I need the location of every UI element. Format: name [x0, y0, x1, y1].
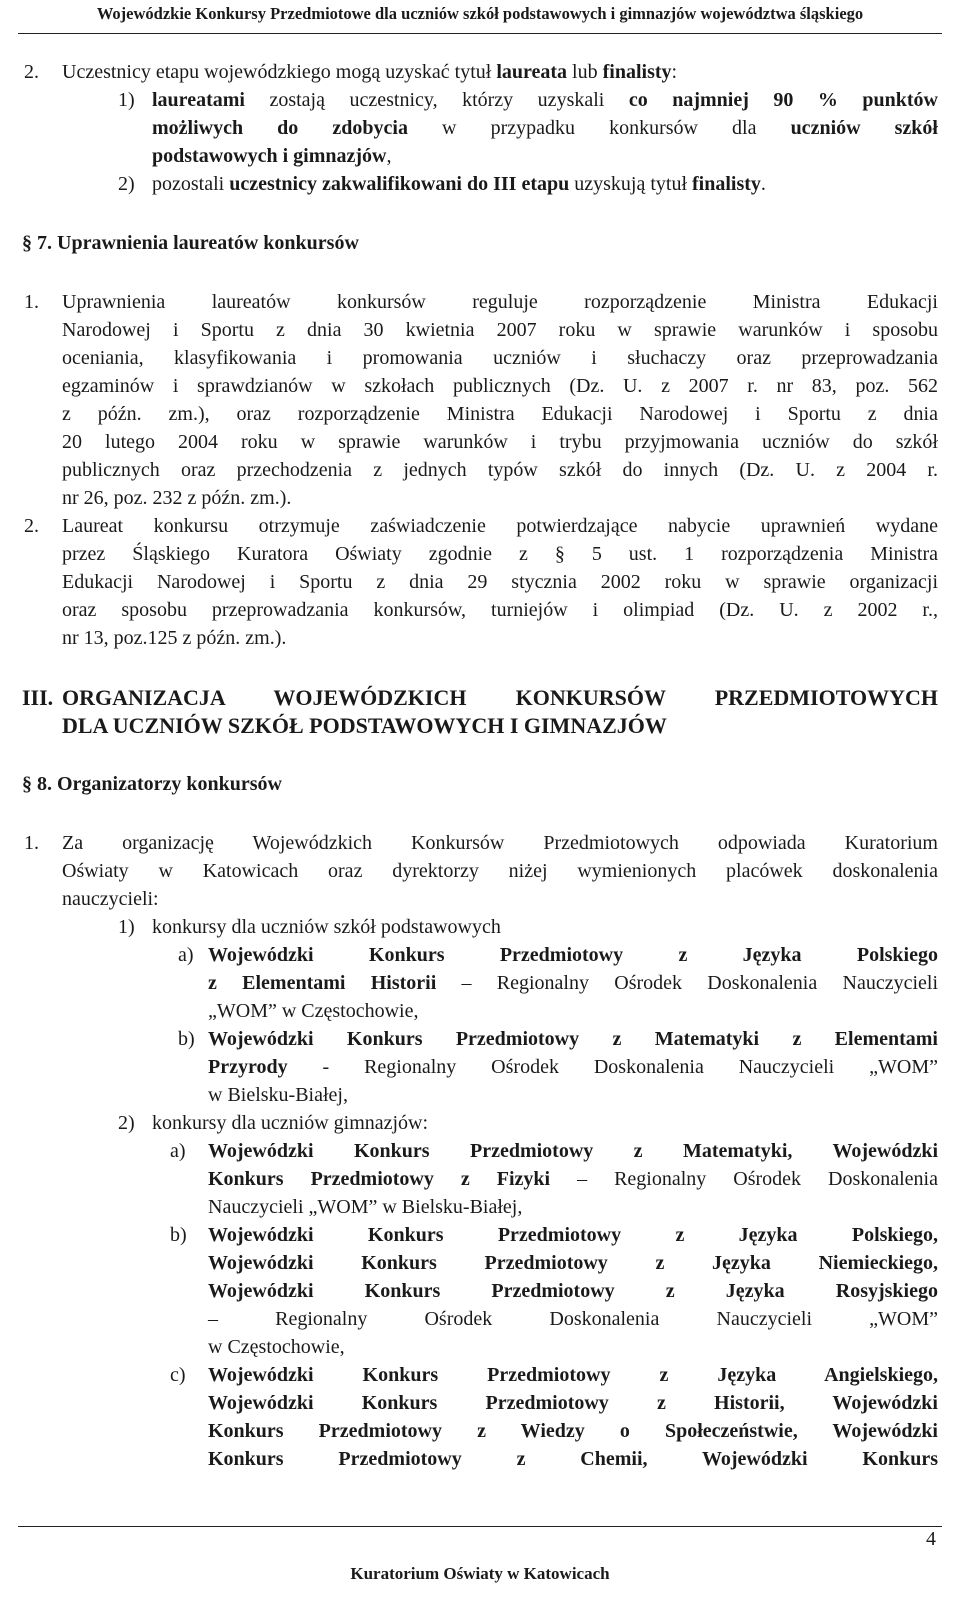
paragraph-line: 20 lutego 2004 roku w sprawie warunków i trybu przyjmowania uczniów do szkół — [62, 431, 938, 453]
paragraph-line: nauczycieli: — [62, 888, 159, 910]
item-number: 1. — [24, 291, 39, 313]
paragraph-line: Wojewódzki Konkurs Przedmiotowy z Języka Rosyjskiego — [208, 1280, 938, 1302]
paragraph-line: Wojewódzki Konkurs Przedmiotowy z Języka Angielskiego, — [208, 1364, 938, 1386]
paragraph-line: Uczestnicy etapu wojewódzkiego mogą uzyskać tytuł laureata lub finalisty: — [62, 61, 678, 83]
paragraph-line: konkursy dla uczniów gimnazjów: — [152, 1112, 429, 1134]
paragraph-line: Przyrody - Regionalny Ośrodek Doskonalenia Nauczycieli „WOM” — [208, 1056, 938, 1078]
paragraph-line: możliwych do zdobycia w przypadku konkursów dla uczniów szkół — [152, 117, 938, 139]
paragraph-line: laureatami zostają uczestnicy, którzy uzyskali co najmniej 90 % punktów — [152, 89, 938, 111]
list-letter: b) — [170, 1224, 187, 1246]
paragraph-line: Konkurs Przedmiotowy z Wiedzy o Społeczeństwie, Wojewódzki — [208, 1420, 938, 1442]
paragraph-line: w Bielsku-Białej, — [208, 1084, 348, 1106]
list-letter: c) — [170, 1364, 186, 1386]
paragraph-line: oraz sposobu przeprowadzania konkursów, turniejów i olimpiad (Dz. U. z 2002 r., — [62, 599, 938, 621]
paragraph-line: oceniania, klasyfikowania i promowania uczniów i słuchaczy oraz przeprowadzania — [62, 347, 938, 369]
paragraph-line: z późn. zm.), oraz rozporządzenie Ministra Edukacji Narodowej i Sportu z dnia — [62, 403, 938, 425]
subitem-number: 1) — [118, 916, 135, 938]
paragraph-line: Wojewódzki Konkurs Przedmiotowy z Języka Polskiego, — [208, 1224, 938, 1246]
chapter-number: III. — [22, 685, 54, 710]
paragraph-line: z Elementami Historii – Regionalny Ośrodek Doskonalenia Nauczycieli — [208, 972, 938, 994]
paragraph-line: Wojewódzki Konkurs Przedmiotowy z Języka Niemieckiego, — [208, 1252, 938, 1274]
paragraph-line: Konkurs Przedmiotowy z Chemii, Wojewódzki Konkurs — [208, 1448, 938, 1470]
section-heading: § 8. Organizatorzy konkursów — [22, 773, 282, 795]
list-letter: a) — [170, 1140, 186, 1162]
paragraph-line: publicznych oraz przechodzenia z jednych typów szkół do innych (Dz. U. z 2004 r. — [62, 459, 938, 481]
paragraph-line: Wojewódzki Konkurs Przedmiotowy z Matematyki, Wojewódzki — [208, 1140, 938, 1162]
paragraph-line: nr 26, poz. 232 z późn. zm.). — [62, 487, 292, 509]
paragraph-line: Konkurs Przedmiotowy z Fizyki – Regionalny Ośrodek Doskonalenia — [208, 1168, 938, 1190]
item-number: 2. — [24, 515, 39, 537]
chapter-title-line: DLA UCZNIÓW SZKÓŁ PODSTAWOWYCH I GIMNAZJÓW — [62, 713, 667, 738]
paragraph-line: – Regionalny Ośrodek Doskonalenia Nauczycieli „WOM” — [208, 1308, 938, 1330]
paragraph-line: w Częstochowie, — [208, 1336, 345, 1358]
subitem-number: 2) — [118, 173, 135, 195]
list-letter: b) — [178, 1028, 195, 1050]
paragraph-line: „WOM” w Częstochowie, — [208, 1000, 419, 1022]
header-rule — [18, 33, 942, 34]
paragraph-line: Wojewódzki Konkurs Przedmiotowy z Języka Polskiego — [208, 944, 938, 966]
paragraph-line: Uprawnienia laureatów konkursów reguluje rozporządzenie Ministra Edukacji — [62, 291, 938, 313]
subitem-number: 1) — [118, 89, 135, 111]
paragraph-line: Za organizację Wojewódzkich Konkursów Przedmiotowych odpowiada Kuratorium — [62, 832, 938, 854]
item-number: 2. — [24, 61, 39, 83]
paragraph-line: przez Śląskiego Kuratora Oświaty zgodnie z § 5 ust. 1 rozporządzenia Ministra — [62, 543, 938, 565]
item-number: 1. — [24, 832, 39, 854]
page-number: 4 — [926, 1528, 936, 1550]
paragraph-line: Wojewódzki Konkurs Przedmiotowy z Historii, Wojewódzki — [208, 1392, 938, 1414]
running-header: Wojewódzkie Konkursy Przedmiotowe dla uczniów szkół podstawowych i gimnazjów województwa śląskiego — [96, 4, 864, 23]
paragraph-line: Laureat konkursu otrzymuje zaświadczenie potwierdzające nabycie uprawnień wydane — [62, 515, 938, 537]
chapter-title-line: ORGANIZACJA WOJEWÓDZKICH KONKURSÓW PRZEDMIOTOWYCH — [62, 685, 938, 710]
section-heading: § 7. Uprawnienia laureatów konkursów — [22, 232, 359, 254]
paragraph-line: konkursy dla uczniów szkół podstawowych — [152, 916, 501, 938]
paragraph-line: egzaminów i sprawdzianów w szkołach publicznych (Dz. U. z 2007 r. nr 83, poz. 562 — [62, 375, 938, 397]
paragraph-line: podstawowych i gimnazjów, — [152, 145, 392, 167]
paragraph-line: Wojewódzki Konkurs Przedmiotowy z Matematyki z Elementami — [208, 1028, 938, 1050]
paragraph-line: pozostali uczestnicy zakwalifikowani do III etapu uzyskują tytuł finalisty. — [152, 173, 766, 195]
footer-rule — [18, 1526, 942, 1527]
running-footer: Kuratorium Oświaty w Katowicach — [350, 1564, 610, 1583]
paragraph-line: nr 13, poz.125 z późn. zm.). — [62, 627, 287, 649]
list-letter: a) — [178, 944, 194, 966]
paragraph-line: Edukacji Narodowej i Sportu z dnia 29 stycznia 2002 roku w sprawie organizacji — [62, 571, 938, 593]
subitem-number: 2) — [118, 1112, 135, 1134]
paragraph-line: Nauczycieli „WOM” w Bielsku-Białej, — [208, 1196, 523, 1218]
paragraph-line: Oświaty w Katowicach oraz dyrektorzy niżej wymienionych placówek doskonalenia — [62, 860, 938, 882]
paragraph-line: Narodowej i Sportu z dnia 30 kwietnia 2007 roku w sprawie warunków i sposobu — [62, 319, 938, 341]
